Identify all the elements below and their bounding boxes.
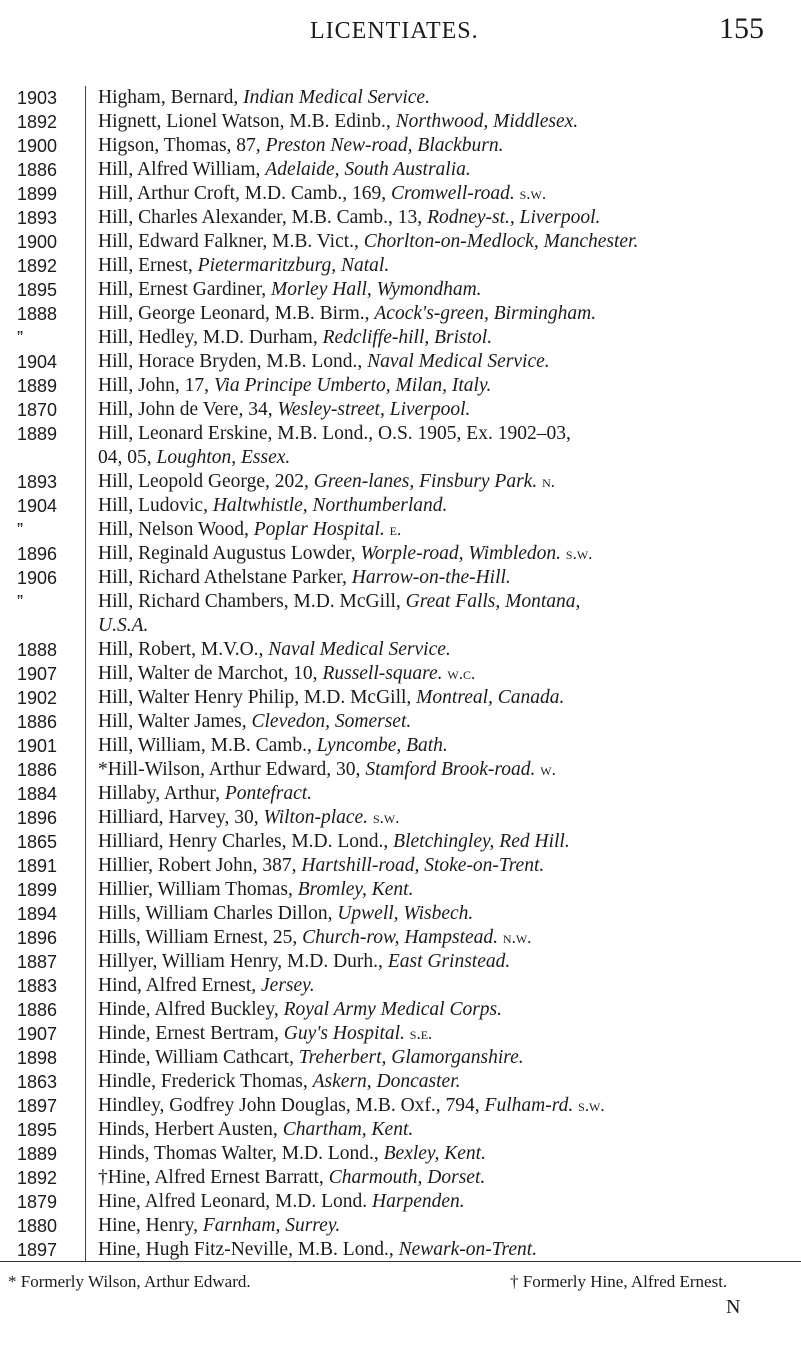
entry-year: 1888 [17,640,58,660]
entry-name: Hill, John de Vere, 34, [98,399,278,420]
entry-year: 1900 [17,136,58,156]
list-item [0,686,801,710]
entry-text [85,950,788,974]
page-number: 155 [719,12,764,45]
entry-text [85,158,788,182]
list-item [0,806,801,830]
entry-place: Chorlton-on-Medlock, Manchester. [363,231,639,252]
list-item [0,1238,801,1262]
entry-year: 1893 [17,472,58,492]
entry-year: 1889 [17,424,58,444]
entry-name: Hill, William, M.B. Camb., [98,735,317,756]
list-item [0,734,801,758]
entry-year: 1904 [17,352,58,372]
list-item [0,854,801,878]
entry-text [85,86,788,110]
entry-year: 1896 [17,928,58,948]
entry-name: Hind, Alfred Ernest, [98,975,262,996]
signature-mark: N [726,1296,741,1318]
list-item [0,422,801,470]
list-item [0,302,801,326]
entry-district: e. [389,520,402,539]
entry-text [85,1094,788,1118]
entry-place: Montreal, Canada. [416,687,565,708]
entry-district: s.w. [565,544,593,563]
entry-year: 1895 [17,280,58,300]
entry-year: 1884 [17,784,58,804]
list-item [0,998,801,1022]
list-item [0,878,801,902]
entry-text [85,590,788,638]
entry-text [85,566,788,590]
entry-name: Hill, Horace Bryden, M.B. Lond., [98,351,368,372]
entry-name: Higson, Thomas, 87, [98,135,266,156]
footnotes [0,1261,801,1318]
entry-year: 1892 [17,112,58,132]
entry-name: Hill, Leopold George, 202, [98,471,314,492]
entry-name: Hill, John, 17, [98,375,214,396]
entry-year: 1901 [17,736,58,756]
entry-text [85,518,788,542]
entry-name: Hill, Walter James, [98,711,252,732]
entry-year: 1902 [17,688,58,708]
list-item [0,1094,801,1118]
entry-name: Hine, Alfred Leonard, M.D. Lond. [98,1191,373,1212]
entry-year: 1888 [17,304,58,324]
list-item [0,926,801,950]
entry-text [85,638,788,662]
list-item [0,1142,801,1166]
entry-year: 1899 [17,184,58,204]
entry-name: Higham, Bernard, [98,87,244,108]
entry-name: Hill, Hedley, M.D. Durham, [98,327,323,348]
page-header [0,10,801,50]
entry-text [85,110,788,134]
entry-year: 1886 [17,1000,58,1020]
entry-year: 1886 [17,760,58,780]
entry-place: Clevedon, Somerset. [251,711,412,732]
running-title: LICENTIATES. [310,18,479,44]
entry-place: Lyncombe, Bath. [316,735,448,756]
entry-name: Hillyer, William Henry, M.D. Durh., [98,951,388,972]
entry-place: Guy's Hospital. [283,1023,405,1044]
list-item [0,398,801,422]
entry-text [85,926,788,950]
entry-place: Loughton, Essex. [156,447,291,468]
entry-name: Hills, William Charles Dillon, [98,903,338,924]
entry-name: Hill, Ernest Gardiner, [98,279,272,300]
entry-text [85,1142,788,1166]
entry-name: Hill, Ernest, [98,255,198,276]
entry-year: 1892 [17,1168,58,1188]
list-item [0,254,801,278]
entry-place: Hartshill-road, Stoke-on-Trent. [301,855,545,876]
entry-place: Askern, Doncaster. [312,1071,461,1092]
entry-name: Hill, Robert, M.V.O., [98,639,269,660]
entry-year: 1906 [17,568,58,588]
list-item [0,326,801,350]
entry-text [85,1214,788,1238]
entry-name: Hine, Henry, [98,1215,203,1236]
entry-text [85,254,788,278]
entry-place: Indian Medical Service. [243,87,430,108]
entry-place: Acock's-green, Birmingham. [374,303,597,324]
entry-place: Chartham, Kent. [282,1119,414,1140]
entry-text [85,806,788,830]
entry-text [85,830,788,854]
entry-place: Northwood, Middlesex. [395,111,579,132]
entry-year: 1886 [17,160,58,180]
entry-place: Harpenden. [372,1191,465,1212]
entry-place: Bletchingley, Red Hill. [393,831,570,852]
entry-name: Hinds, Thomas Walter, M.D. Lond., [98,1143,384,1164]
footnote-formerly-wilson: * Formerly Wilson, Arthur Edward. [8,1272,251,1291]
entry-name: Hill, Arthur Croft, M.D. Camb., 169, [98,183,392,204]
list-item [0,542,801,566]
entry-year: 1907 [17,1024,58,1044]
list-item [0,110,801,134]
entry-place: Naval Medical Service. [367,351,550,372]
entry-text [85,278,788,302]
list-item [0,590,801,638]
entry-name: Hinde, William Cathcart, [98,1047,299,1068]
footnote-formerly-hine: † Formerly Hine, Alfred Ernest. [510,1272,728,1291]
entry-text [85,878,788,902]
entry-place: Newark-on-Trent. [398,1239,538,1260]
entry-year: 1889 [17,1144,58,1164]
entry-text [85,734,788,758]
entry-name: Hilliard, Harvey, 30, [98,807,264,828]
entry-text [85,998,788,1022]
entry-place: Great Falls, Montana, [405,591,581,612]
list-item [0,902,801,926]
entry-name: Hill, Walter Henry Philip, M.D. McGill, [98,687,417,708]
entry-text [85,302,788,326]
entry-name: Hill, Charles Alexander, M.B. Camb., 13, [98,207,428,228]
entry-place: East Grinstead. [387,951,511,972]
entry-name: Hinds, Herbert Austen, [98,1119,283,1140]
entry-place: Green-lanes, Finsbury Park. [313,471,538,492]
entry-place: Poplar Hospital. [253,519,385,540]
entry-year: ” [17,592,23,612]
entry-district: s.e. [409,1024,433,1043]
entry-place: Fulham-rd. [484,1095,574,1116]
entry-text [85,1022,788,1046]
list-item [0,830,801,854]
entry-year: 1907 [17,664,58,684]
entry-text [85,710,788,734]
entry-text [85,206,788,230]
entry-name: Hill, Richard Chambers, M.D. McGill, [98,591,406,612]
entry-place: Naval Medical Service. [268,639,451,660]
entry-name: Hinde, Alfred Buckley, [98,999,284,1020]
entry-name: Hillier, William Thomas, [98,879,298,900]
list-item [0,950,801,974]
entry-text [85,542,788,566]
entry-name: Hill, Richard Athelstane Parker, [98,567,352,588]
entry-year: 1887 [17,952,58,972]
list-item [0,758,801,782]
entry-text [85,350,788,374]
list-item [0,566,801,590]
entry-text [85,398,788,422]
entry-place: Treherbert, Glamorganshire. [298,1047,524,1068]
entry-name: Hine, Hugh Fitz-Neville, M.B. Lond., [98,1239,399,1260]
list-item [0,134,801,158]
entry-year: 1883 [17,976,58,996]
entry-place: Pontefract. [224,783,313,804]
list-item [0,182,801,206]
entry-footnote-mark: † [98,1167,108,1188]
entry-year: 1879 [17,1192,58,1212]
entry-year: 1896 [17,544,58,564]
entry-place: Wilton-place. [263,807,369,828]
list-item [0,86,801,110]
entry-district: s.w. [372,808,400,827]
entry-place: Upwell, Wisbech. [337,903,474,924]
entry-text [85,494,788,518]
entry-text [85,182,788,206]
entry-place: Harrow-on-the-Hill. [351,567,511,588]
list-item [0,470,801,494]
list-item [0,974,801,998]
entry-text [85,686,788,710]
entry-year: 1904 [17,496,58,516]
entry-place: Worple-road, Wimbledon. [360,543,562,564]
list-item [0,230,801,254]
entry-year: 1889 [17,376,58,396]
entry-name: Hilliard, Henry Charles, M.D. Lond., [98,831,394,852]
entry-year: 1894 [17,904,58,924]
entry-year: 1899 [17,880,58,900]
list-item [0,278,801,302]
entry-text [85,782,788,806]
entry-district: s.w. [578,1096,605,1115]
entry-year: 1896 [17,808,58,828]
entry-text [85,326,788,350]
list-item [0,158,801,182]
entry-text [85,974,788,998]
entry-text [85,1190,788,1214]
entry-text [85,470,788,494]
entry-name: Hill, George Leonard, M.B. Birm., [98,303,375,324]
entry-year: 1863 [17,1072,58,1092]
entry-year: 1898 [17,1048,58,1068]
entry-district: n. [542,472,556,491]
entry-name: Hinde, Ernest Bertram, [98,1023,284,1044]
entry-name: Hill, Reginald Augustus Lowder, [98,543,361,564]
entry-text [85,422,788,470]
entry-name: Hindley, Godfrey John Douglas, M.B. Oxf., 794, [98,1095,485,1116]
entry-year: ” [17,328,23,348]
entry-name: Hignett, Lionel Watson, M.B. Edinb., [98,111,396,132]
entry-year: 1892 [17,256,58,276]
entry-place: Stamford Brook-road. [365,759,536,780]
entry-place: Russell-square. [322,663,443,684]
list-item [0,1214,801,1238]
entry-place: Bexley, Kent. [383,1143,486,1164]
entry-district: s.w. [519,184,547,203]
entry-year: 1893 [17,208,58,228]
entry-place: Farnham, Surrey. [202,1215,341,1236]
entry-year: ” [17,520,23,540]
entry-year: 1903 [17,88,58,108]
entry-list [0,86,801,1262]
entry-place: Redcliffe-hill, Bristol. [322,327,493,348]
entry-place: Charmouth, Dorset. [328,1167,486,1188]
entry-place: Cromwell-road. [391,183,515,204]
entry-place: Adelaide, South Australia. [265,159,471,180]
entry-name: Hills, William Ernest, 25, [98,927,303,948]
entry-name: Hill, Walter de Marchot, 10, [98,663,323,684]
entry-place: Morley Hall, Wymondham. [271,279,482,300]
list-item [0,710,801,734]
entry-place: Haltwhistle, Northumberland. [212,495,448,516]
list-item [0,1190,801,1214]
entry-place: Bromley, Kent. [297,879,414,900]
entry-year: 1897 [17,1096,58,1116]
entry-text [85,1046,788,1070]
entry-year: 1865 [17,832,58,852]
entry-text [85,902,788,926]
list-item [0,350,801,374]
entry-name: Hill, Ludovic, [98,495,213,516]
entry-year: 1870 [17,400,58,420]
entry-continuation: 04, 05, [98,447,157,468]
entry-name: Hill, Nelson Wood, [98,519,254,540]
entry-footnote-mark: * [98,759,108,780]
entry-year: 1895 [17,1120,58,1140]
list-item [0,518,801,542]
entry-district: n.w. [502,928,532,947]
entry-place: Rodney-st., Liverpool. [427,207,601,228]
entry-text [85,662,788,686]
entry-name: Hine, Alfred Ernest Barratt, [107,1167,329,1188]
list-item [0,638,801,662]
list-item [0,206,801,230]
list-item [0,1046,801,1070]
list-item [0,494,801,518]
entry-text [85,1166,788,1190]
entry-name: Hill, Alfred William, [98,159,266,180]
entry-place-continuation: U.S.A. [98,615,149,636]
list-item [0,1070,801,1094]
entry-text [85,1070,788,1094]
entry-text [85,230,788,254]
entry-name: Hindle, Frederick Thomas, [98,1071,313,1092]
entry-text [85,134,788,158]
list-item [0,1166,801,1190]
entry-text [85,758,788,782]
entry-year: 1900 [17,232,58,252]
entry-district: w. [540,760,556,779]
entry-name: Hill, Leonard Erskine, M.B. Lond., O.S. 1905, Ex. 1902–03, [98,423,571,444]
entry-year: 1886 [17,712,58,732]
list-item [0,1118,801,1142]
entry-place: Via Principe Umberto, Milan, Italy. [213,375,492,396]
entry-district: w.c. [447,664,476,683]
entry-name: Hillaby, Arthur, [98,783,225,804]
entry-place: Preston New-road, Blackburn. [265,135,504,156]
list-item [0,374,801,398]
entry-place: Royal Army Medical Corps. [283,999,503,1020]
entry-year: 1897 [17,1240,58,1260]
entry-place: Wesley-street, Liverpool. [277,399,471,420]
entry-name: Hill-Wilson, Arthur Edward, 30, [107,759,366,780]
entry-place: Pietermaritzburg, Natal. [197,255,390,276]
entry-text [85,1118,788,1142]
entry-name: Hill, Edward Falkner, M.B. Vict., [98,231,364,252]
list-item [0,1022,801,1046]
entry-text [85,374,788,398]
entry-year: 1880 [17,1216,58,1236]
entry-name: Hillier, Robert John, 387, [98,855,302,876]
entry-text [85,854,788,878]
entry-text [85,1238,788,1262]
entry-place: Jersey. [261,975,315,996]
entry-place: Church-row, Hampstead. [302,927,499,948]
list-item [0,662,801,686]
entry-year: 1891 [17,856,58,876]
list-item [0,782,801,806]
